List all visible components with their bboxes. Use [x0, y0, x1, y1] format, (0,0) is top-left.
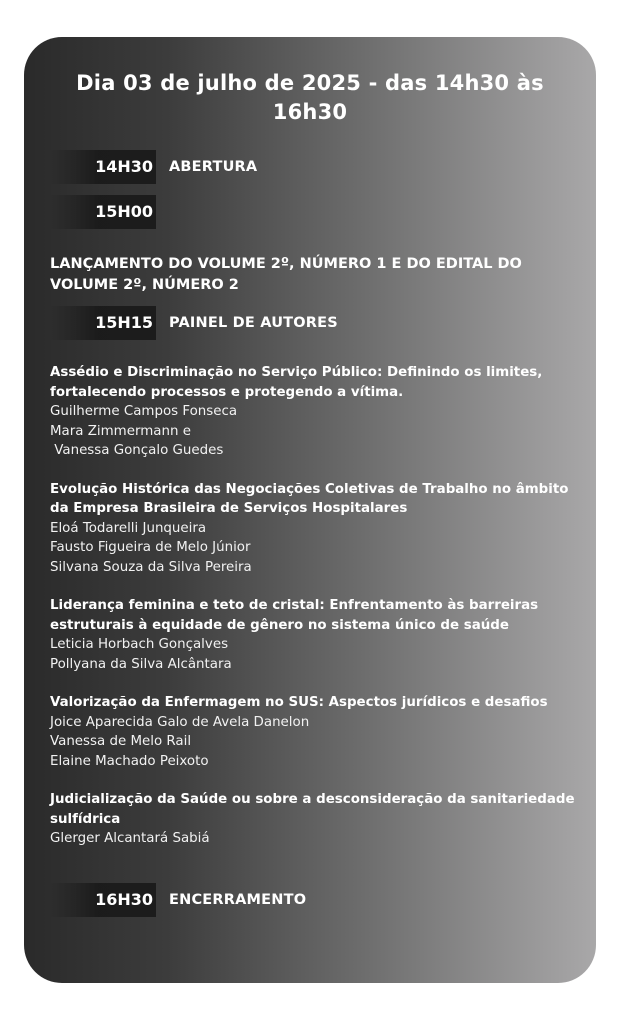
talk-author: Eloá Todarelli Junqueira: [50, 520, 207, 536]
schedule-card: [24, 37, 596, 983]
talk-author: Fausto Figueira de Melo Júnior: [50, 540, 251, 555]
closing-label: ENCERRAMENTO: [169, 892, 307, 908]
time-tag-closing: 16H30: [50, 883, 156, 917]
talk-author: Guilherme Campos Fonseca: [50, 404, 238, 419]
talk-author: Pollyana da Silva Alcântara: [50, 656, 232, 672]
time-tag-opening: 14H30: [50, 150, 156, 184]
talk-title: Valorização da Enfermagem no SUS: Aspectos jurídicos e desafios: [50, 695, 548, 710]
talk-author: Leticia Horbach Gonçalves: [50, 637, 229, 652]
talk-item: [50, 596, 580, 674]
talk-list: [50, 363, 580, 868]
time-tag-panel: 15H15: [50, 306, 156, 340]
talk-title: Judicialização da Saúde ou sobre a desconsideração da sanitariedade sulfídrica: [50, 792, 575, 827]
talk-item: [50, 363, 580, 461]
panel-label: PAINEL DE AUTORES: [169, 315, 338, 331]
opening-label: ABERTURA: [169, 159, 258, 175]
talk-author: Vanessa de Melo Rail: [50, 734, 192, 749]
talk-author: Elaine Machado Peixoto: [50, 753, 209, 769]
event-title: Dia 03 de julho de 2025 - das 14h30 às 16h30: [76, 71, 544, 124]
talk-item: [50, 693, 580, 771]
launch-description: LANÇAMENTO DO VOLUME 2º, NÚMERO 1 E DO EDITAL DO VOLUME 2º, NÚMERO 2: [50, 256, 522, 293]
talk-author: Glerger Alcantará Sabiá: [50, 831, 210, 846]
talk-author: Mara Zimmermann e: [50, 423, 191, 439]
talk-title: Liderança feminina e teto de cristal: Enfrentamento às barreiras estruturais à equidade de gênero no sistema único de saúde: [50, 598, 539, 633]
talk-title: Evolução Histórica das Negociações Coletivas de Trabalho no âmbito da Empresa Brasileira de Serviços Hospitalares: [50, 481, 569, 516]
talk-author: Silvana Souza da Silva Pereira: [50, 559, 252, 575]
talk-author: Vanessa Gonçalo Guedes: [50, 443, 224, 458]
talk-author: Joice Aparecida Galo de Avela Danelon: [50, 714, 310, 730]
time-tag-launch: 15H00: [50, 195, 156, 229]
talk-item: [50, 480, 580, 578]
talk-title: Assédio e Discriminação no Serviço Público: Definindo os limites, fortalecendo processos e protegendo a vítima.: [50, 365, 543, 400]
talk-item: [50, 790, 580, 849]
